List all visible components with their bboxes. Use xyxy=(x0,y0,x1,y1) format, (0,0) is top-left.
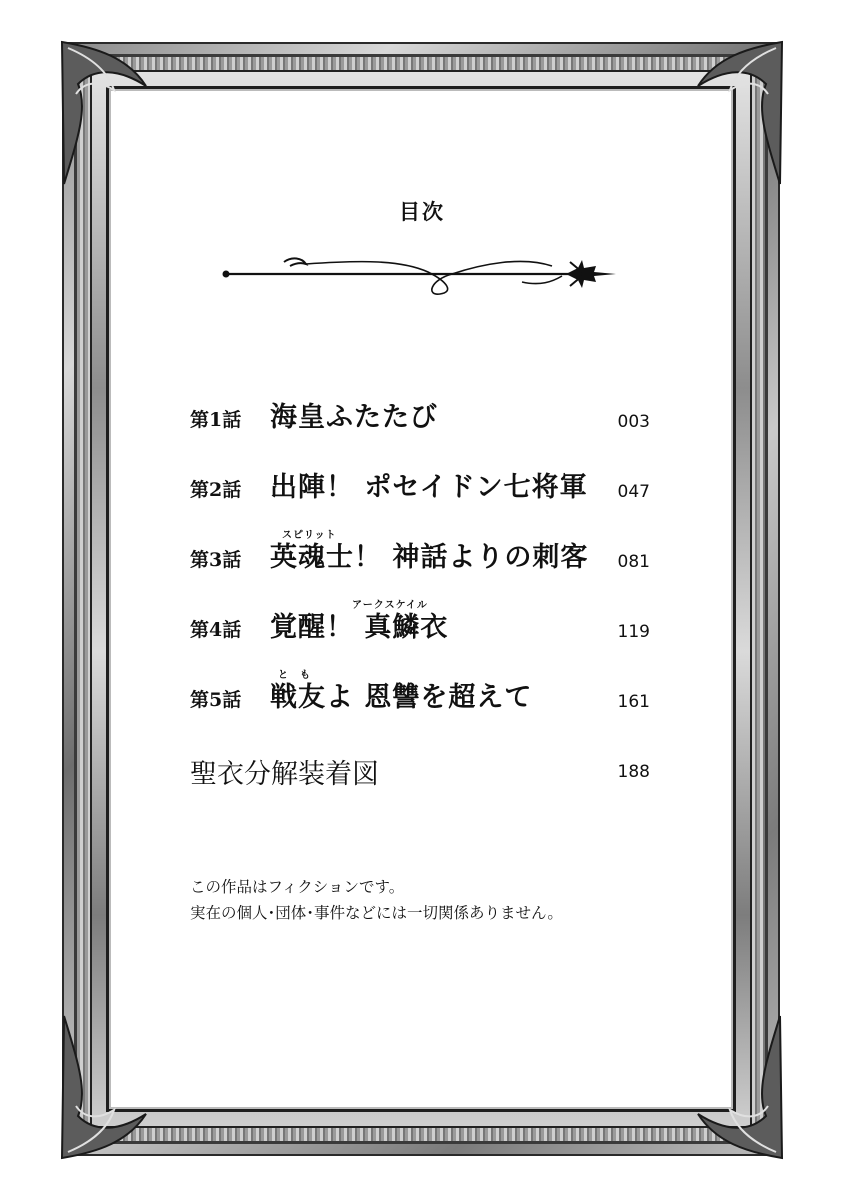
chapter-page-number: 081 xyxy=(617,552,650,572)
appendix-page-number: 188 xyxy=(617,762,650,782)
chapter-title: 海皇ふたたび xyxy=(270,402,438,433)
chapter-page-number: 003 xyxy=(617,412,650,432)
chapter-number: 第5話 xyxy=(190,689,242,711)
chapter-number: 第3話 xyxy=(190,549,242,571)
chapter-page-number: 161 xyxy=(617,692,650,712)
chapter-entry-4[interactable] xyxy=(190,600,660,648)
trident-icon xyxy=(222,252,620,298)
chapter-ruby: スピリット xyxy=(282,530,337,541)
chapter-number: 第4話 xyxy=(190,619,242,641)
page-title: 目次 xyxy=(399,200,445,224)
chapter-entry-3[interactable] xyxy=(190,530,660,578)
disclaimer-line-1: この作品はフィクションです。 xyxy=(190,878,405,896)
chapter-title: 戦友よ 恩讐を超えて xyxy=(270,682,533,713)
chapter-number: 第1話 xyxy=(190,409,242,431)
disclaimer-line-2: 実在の個人･団体･事件などには一切関係ありません。 xyxy=(190,904,563,922)
chapter-title: 英魂士！ 神話よりの刺客 xyxy=(270,542,589,573)
chapter-page-number: 047 xyxy=(617,482,650,502)
chapter-ruby: と も xyxy=(278,670,311,681)
chapter-entry-5[interactable] xyxy=(190,670,660,718)
chapter-number: 第2話 xyxy=(190,479,242,501)
chapter-entry-1[interactable] xyxy=(190,398,660,438)
chapter-title: 出陣！ ポセイドン七将軍 xyxy=(270,472,588,503)
fiction-disclaimer xyxy=(190,874,563,926)
chapter-ruby: アークスケイル xyxy=(352,600,428,611)
chapter-title: 覚醒！ 真鱗衣 xyxy=(270,612,449,643)
appendix-title[interactable]: 聖衣分解装着図 xyxy=(190,759,379,790)
chapter-page-number: 119 xyxy=(617,622,650,642)
chapter-entry-2[interactable] xyxy=(190,468,660,508)
